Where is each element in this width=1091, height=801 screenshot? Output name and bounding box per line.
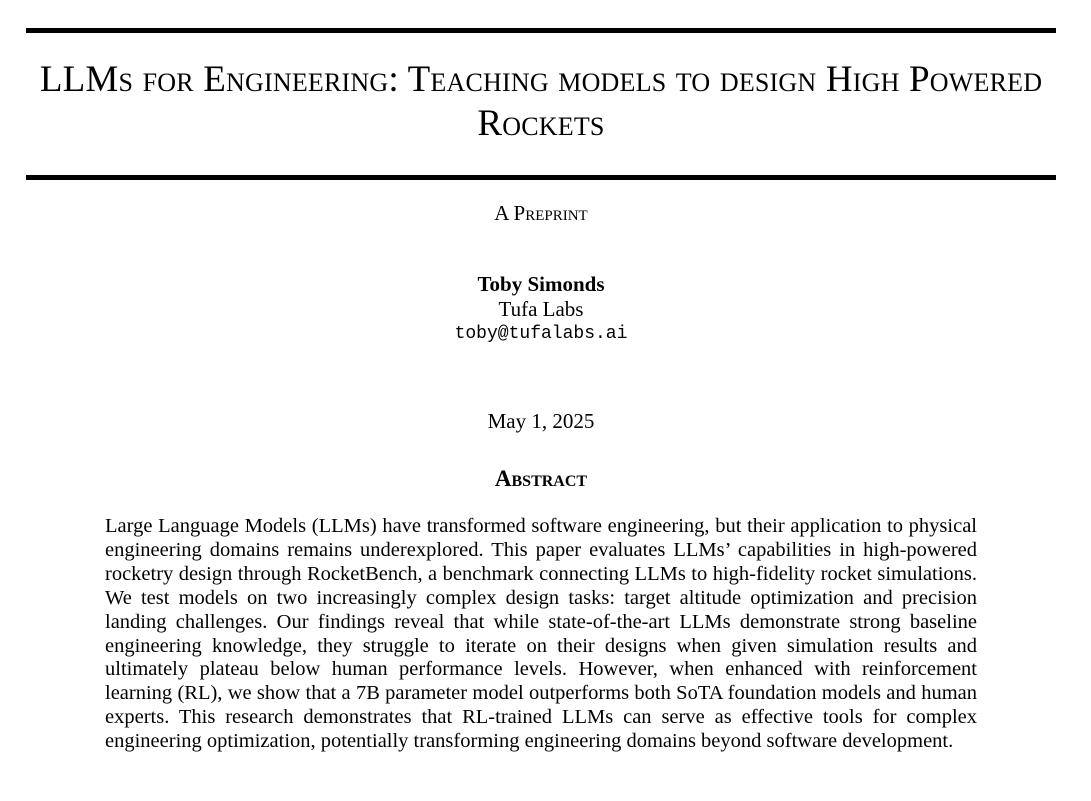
title-bottom-rule [26,175,1056,180]
preprint-label: A Preprint [494,201,588,225]
title-top-rule [26,28,1056,33]
paper-title: LLMs for Engineering: Teaching models to design High Powered Rockets [39,59,1043,144]
abstract-text: Large Language Models (LLMs) have transformed software engineering, but their application to physical engineering domains remains underexplored. This paper evaluates LLMs’ capabilities in high-powered rocketry design through RocketBench, a benchmark connecting LLMs to high-fidelity rocket simulations. We test models on two increasingly complex design tasks: target altitude optimization and precision landing challenges. Our findings reveal that while state-of-the-art LLMs demonstrate strong baseline engineering knowledge, they struggle to iterate on their designs when given simulation results and ultimately plateau below human performance levels. However, when enhanced with reinforcement learning (RL), we show that a 7B parameter model outperforms both SoTA foundation models and human experts. This research demonstrates that RL-trained LLMs can serve as effective tools for complex engineering optimization, potentially transforming engineering domains beyond software development. [105,515,977,753]
paper-date: May 1, 2025 [487,409,595,433]
abstract-heading: Abstract [494,466,588,491]
author-email: toby@tufalabs.ai [454,324,628,344]
author-affiliation: Tufa Labs [498,297,584,321]
author-block [0,271,1082,347]
author-name: Toby Simonds [477,272,605,296]
